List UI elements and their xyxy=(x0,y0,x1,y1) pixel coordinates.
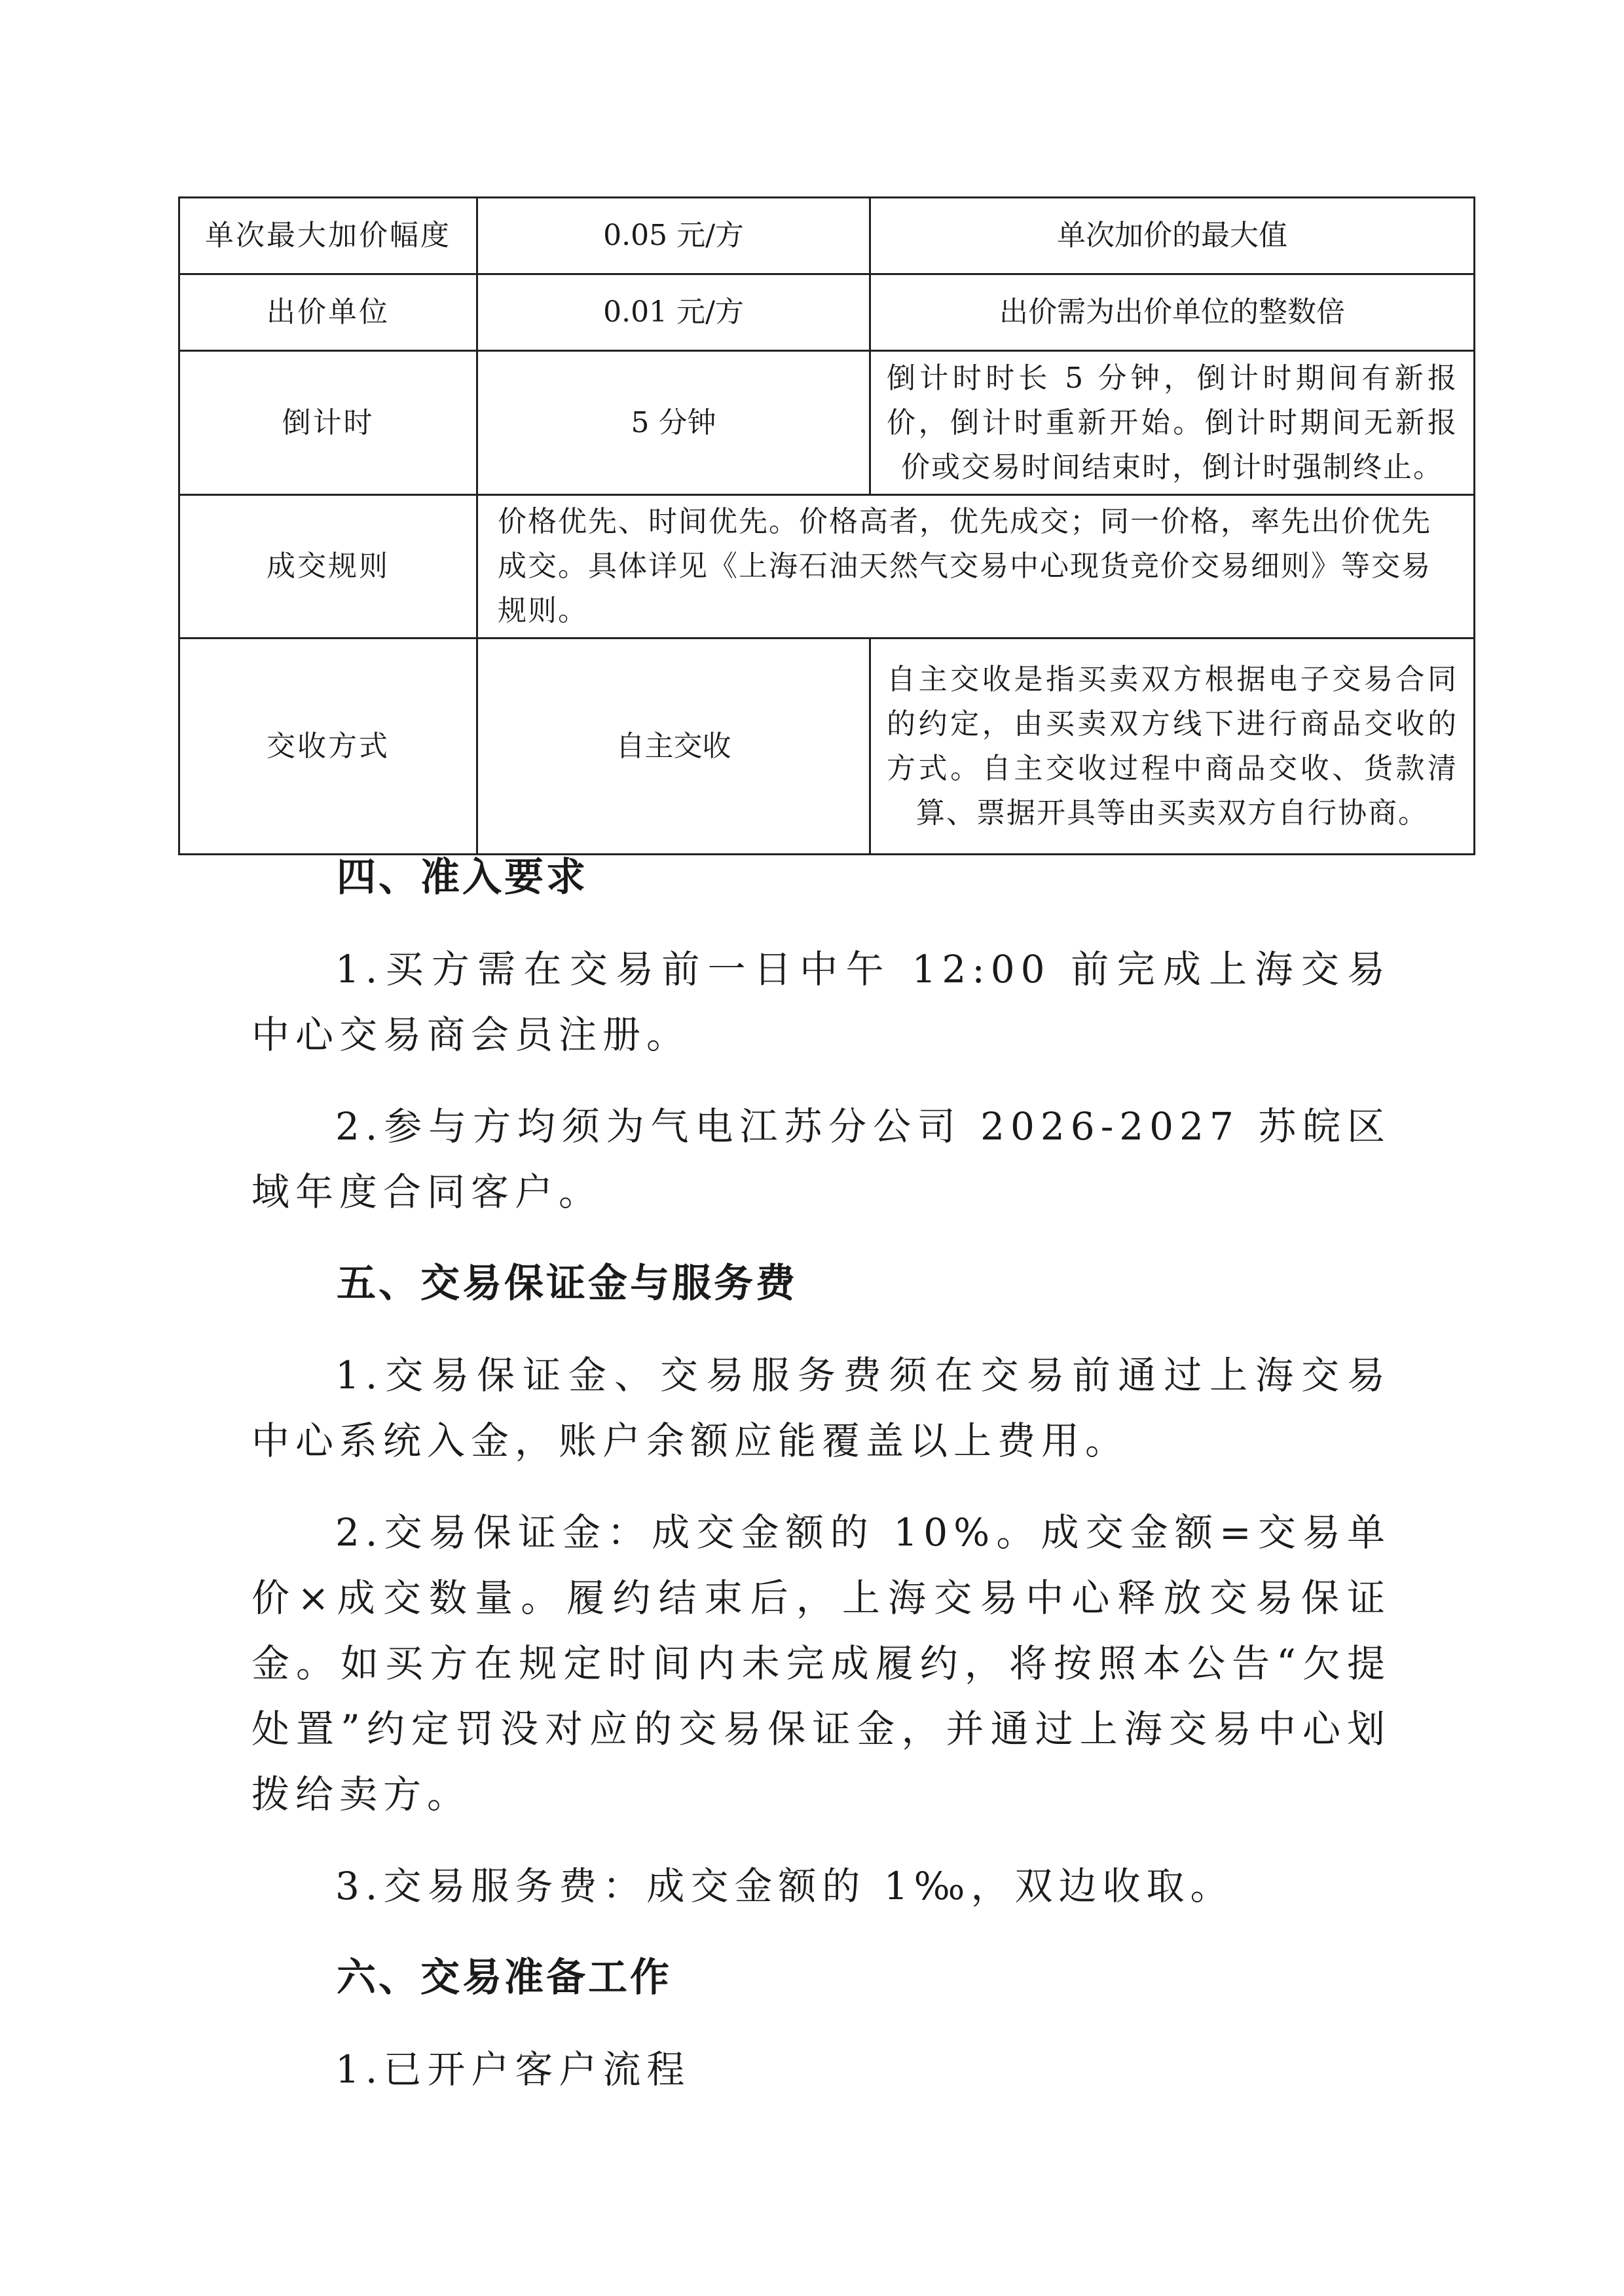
section-admission xyxy=(251,845,1391,1225)
section-heading: 四、准入要求 xyxy=(337,855,588,900)
param-value: 自主交收 xyxy=(477,639,870,855)
param-name: 单次最大加价幅度 xyxy=(179,198,477,274)
section-deposit-and-fees xyxy=(251,1251,1391,1919)
paragraph: 3.交易服务费：成交金额的 1‰，双边收取。 xyxy=(335,1864,1234,1908)
param-value: 0.05 元/方 xyxy=(477,198,870,274)
param-name: 出价单位 xyxy=(179,274,477,351)
paragraph: 1.交易保证金、交易服务费须在交易前通过上海交易中心系统入金，账户余额应能覆盖以上费用。 xyxy=(251,1353,1391,1463)
paragraph: 2.参与方均须为气电江苏分公司 2026-2027 苏皖区域年度合同客户。 xyxy=(251,1104,1391,1214)
section-preparation xyxy=(251,1945,1391,2102)
table-row xyxy=(179,639,1475,855)
param-description: 出价需为出价单位的整数倍 xyxy=(870,274,1475,351)
param-name: 交收方式 xyxy=(179,639,477,855)
param-description: 自主交收是指买卖双方根据电子交易合同的约定，由买卖双方线下进行商品交收的方式。自主交收过程中商品交收、货款清算、票据开具等由买卖双方自行协商。 xyxy=(870,639,1475,855)
paragraph: 2.交易保证金：成交金额的 10%。成交金额=交易单价×成交数量。履约结束后，上海交易中心释放交易保证金。如买方在规定时间内未完成履约，将按照本公告“欠提处置”约定罚没对应的交易保证金，并通过上海交易中心划拨给卖方。 xyxy=(251,1510,1391,1817)
param-name: 成交规则 xyxy=(179,495,477,639)
param-description: 倒计时时长 5 分钟，倒计时期间有新报价，倒计时重新开始。倒计时期间无新报价或交易时间结束时，倒计时强制终止。 xyxy=(870,351,1475,495)
param-value: 5 分钟 xyxy=(477,351,870,495)
trading-parameters-table xyxy=(178,196,1475,855)
table-row xyxy=(179,351,1475,495)
param-description: 价格优先、时间优先。价格高者，优先成交；同一价格，率先出价优先成交。具体详见《上海石油天然气交易中心现货竞价交易细则》等交易规则。 xyxy=(477,495,1475,639)
table-row xyxy=(179,495,1475,639)
param-name: 倒计时 xyxy=(179,351,477,495)
table-row xyxy=(179,274,1475,351)
section-heading: 六、交易准备工作 xyxy=(337,1955,672,2001)
param-description: 单次加价的最大值 xyxy=(870,198,1475,274)
document-body xyxy=(251,845,1391,2128)
paragraph: 1.买方需在交易前一日中午 12:00 前完成上海交易中心交易商会员注册。 xyxy=(251,947,1391,1057)
section-heading: 五、交易保证金与服务费 xyxy=(337,1261,798,1306)
param-value: 0.01 元/方 xyxy=(477,274,870,351)
table-row xyxy=(179,198,1475,274)
paragraph: 1.已开户客户流程 xyxy=(335,2047,691,2092)
